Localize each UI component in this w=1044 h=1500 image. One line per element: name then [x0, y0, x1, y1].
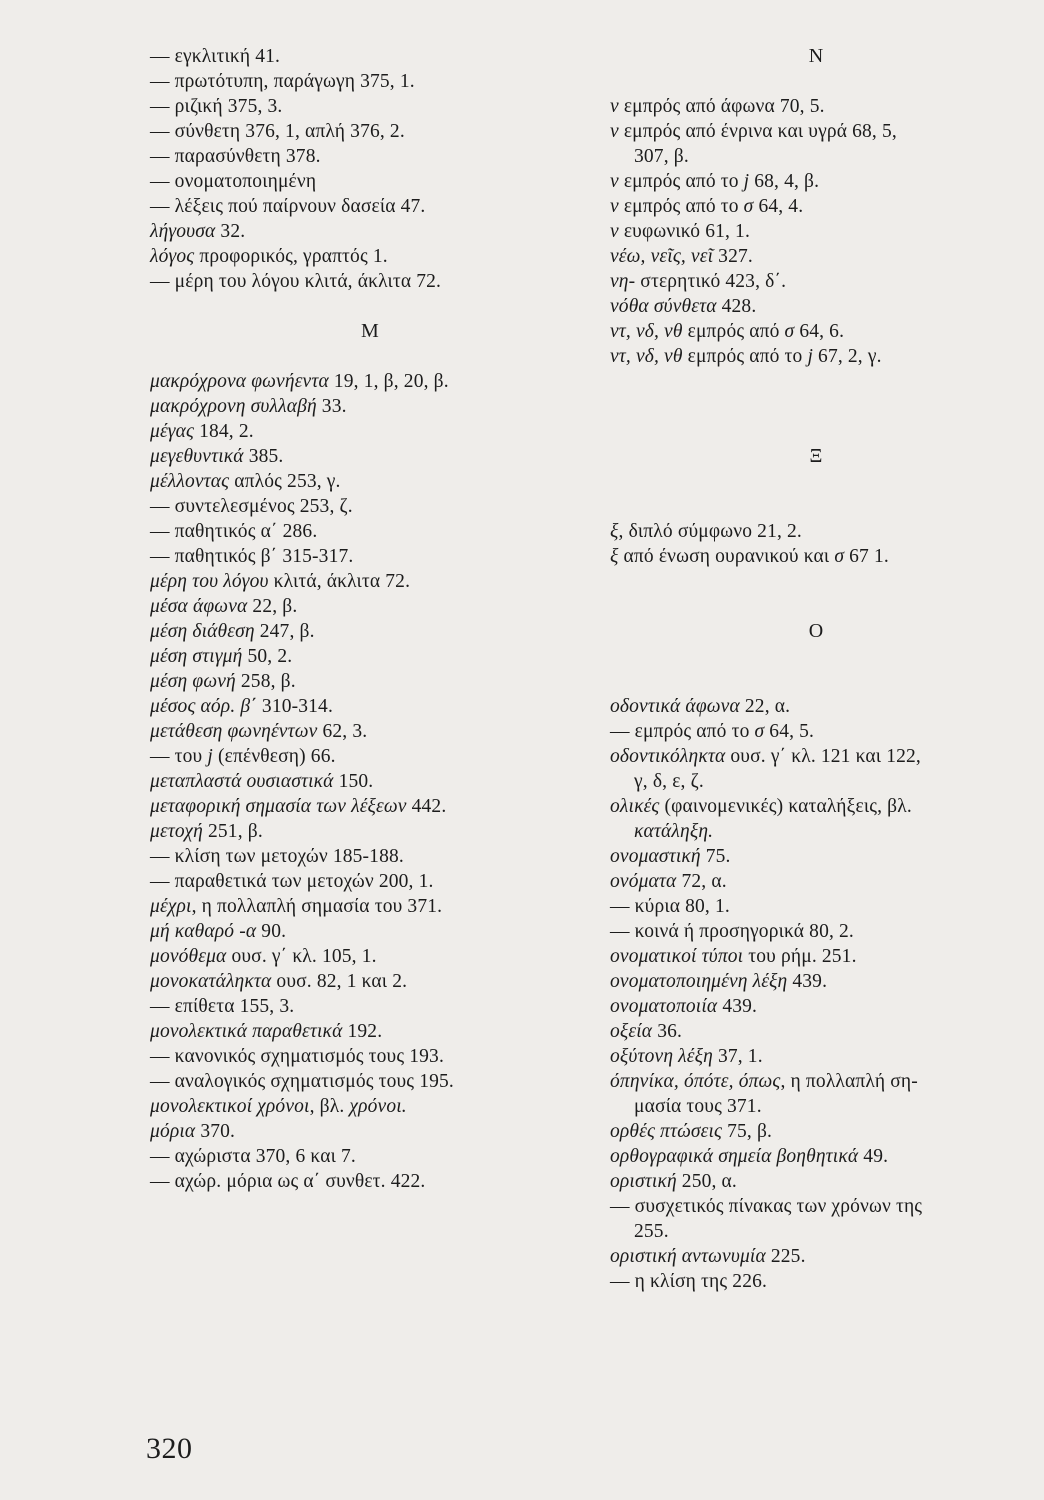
- entry-text: 428.: [716, 296, 757, 317]
- index-entry: [610, 194, 1022, 219]
- index-entry: [610, 744, 1022, 769]
- index-entry-continuation: [610, 1219, 1022, 1244]
- index-entry: [610, 1169, 1022, 1194]
- entry-term: σ: [754, 721, 765, 742]
- entry-text: εμπρός από: [682, 321, 785, 342]
- entry-text: 22, α.: [739, 696, 791, 717]
- index-entry: [150, 169, 590, 194]
- spacer: [610, 644, 1022, 669]
- entry-term: j: [743, 171, 750, 192]
- entry-text: από ένωση ουρανικού και: [618, 546, 835, 567]
- entry-text: 36.: [652, 1021, 683, 1042]
- index-entry: [610, 294, 1022, 319]
- entry-term: μονοκατάληκτα: [150, 971, 272, 992]
- entry-text: — παραθετικά των μετοχών 200, 1.: [150, 871, 434, 892]
- entry-term: λόγος: [150, 246, 195, 267]
- entry-term: μέσα άφωνα: [150, 596, 248, 617]
- index-entry: [150, 144, 590, 169]
- entry-text: εμπρός από το: [682, 346, 808, 367]
- index-entry: [610, 519, 1022, 544]
- entry-text: — αναλογικός σχηματισμός τους 195.: [150, 1071, 454, 1092]
- index-entry: [150, 894, 590, 919]
- entry-term: οδοντικά άφωνα: [610, 696, 740, 717]
- entry-text: 32.: [215, 221, 246, 242]
- index-entry: [150, 1044, 590, 1069]
- entry-text: — ονοματοποιημένη: [150, 171, 317, 192]
- index-entry: [610, 994, 1022, 1019]
- entry-term: ονοματοποιία: [610, 996, 718, 1017]
- entry-term: μονόθεμα: [150, 946, 227, 967]
- index-entry: [150, 419, 590, 444]
- entry-text: 250, α.: [676, 1171, 737, 1192]
- entry-text: 64, 4.: [753, 196, 804, 217]
- entry-term: j: [807, 346, 814, 367]
- index-entry: [150, 694, 590, 719]
- entry-text: Μ: [361, 320, 379, 342]
- entry-text: Ξ: [809, 445, 823, 467]
- entry-term: ντ, νδ, νθ: [610, 346, 683, 367]
- entry-text: — εμπρός από το: [610, 721, 755, 742]
- entry-text: — εγκλιτική 41.: [150, 46, 281, 67]
- index-entry: [150, 944, 590, 969]
- index-entry: [610, 919, 1022, 944]
- index-entry: [150, 644, 590, 669]
- entry-text: 150.: [333, 771, 374, 792]
- entry-term: μέγας: [150, 421, 195, 442]
- entry-text: μασία τους 371.: [634, 1096, 762, 1117]
- index-entry: [150, 744, 590, 769]
- entry-text: — συσχετικός πίνακας των χρόνων της: [610, 1196, 923, 1217]
- entry-text: 255.: [634, 1221, 669, 1242]
- entry-term: σ: [743, 196, 754, 217]
- entry-text: 50, 2.: [242, 646, 293, 667]
- index-entry: [610, 844, 1022, 869]
- entry-text: 33.: [316, 396, 347, 417]
- entry-term: μονολεκτικοί χρόνοι: [150, 1096, 310, 1117]
- entry-text: γ, δ, ε, ζ.: [634, 771, 704, 792]
- entry-text: 225.: [765, 1246, 806, 1267]
- index-entry: [610, 269, 1022, 294]
- entry-term: νέω, νεῖς, νεῖ: [610, 246, 714, 267]
- entry-text: — μέρη του λόγου κλιτά, άκλιτα 72.: [150, 271, 442, 292]
- entry-text: , διπλό σύμφωνο 21, 2.: [618, 521, 802, 542]
- entry-term: σ: [784, 321, 795, 342]
- entry-text: 439.: [717, 996, 758, 1017]
- entry-text: 307, β.: [634, 146, 689, 167]
- entry-text: 251, β.: [202, 821, 263, 842]
- index-entry: [610, 1019, 1022, 1044]
- entry-text: 184, 2.: [194, 421, 254, 442]
- entry-text: 64, 5.: [764, 721, 815, 742]
- spacer: [610, 369, 1022, 394]
- entry-text: — κανονικός σχηματισμός τους 193.: [150, 1046, 444, 1067]
- index-entry: [150, 444, 590, 469]
- index-entry: [610, 694, 1022, 719]
- entry-term: κατάληξη.: [634, 821, 714, 842]
- entry-term: ξ: [610, 546, 619, 567]
- index-entry: [150, 1019, 590, 1044]
- index-entry: [150, 194, 590, 219]
- entry-text: 310-314.: [256, 696, 333, 717]
- entry-term: μέλλοντας: [150, 471, 230, 492]
- entry-text: , η πολλαπλή σημασία του 371.: [191, 896, 443, 917]
- entry-term: ν: [610, 221, 619, 242]
- index-entry: [150, 219, 590, 244]
- letter-heading: [610, 444, 1022, 469]
- left-index-column: [150, 44, 590, 1194]
- spacer: [150, 294, 590, 319]
- entry-text: εμπρός από το: [618, 171, 744, 192]
- index-entry: [150, 1119, 590, 1144]
- entry-text: — σύνθετη 376, 1, απλή 376, 2.: [150, 121, 405, 142]
- spacer: [610, 494, 1022, 519]
- entry-term: μέχρι: [150, 896, 192, 917]
- entry-text: 37, 1.: [712, 1046, 763, 1067]
- index-entry: [150, 94, 590, 119]
- entry-text: 258, β.: [235, 671, 296, 692]
- index-entry: [150, 494, 590, 519]
- entry-term: μέσος αόρ. β΄: [150, 696, 257, 717]
- index-entry: [610, 1044, 1022, 1069]
- spacer: [610, 469, 1022, 494]
- index-entry: [150, 544, 590, 569]
- entry-term: μέρη του λόγου: [150, 571, 269, 592]
- entry-term: μέση φωνή: [150, 671, 236, 692]
- entry-term: μακρόχρονη συλλαβή: [150, 396, 317, 417]
- index-entry: [150, 769, 590, 794]
- entry-term: ονοματοποιημένη λέξη: [610, 971, 788, 992]
- index-entry: [150, 569, 590, 594]
- entry-term: όπηνίκα, όπότε, όπως: [610, 1071, 781, 1092]
- entry-text: 67 1.: [844, 546, 889, 567]
- spacer: [610, 69, 1022, 94]
- index-entry: [610, 719, 1022, 744]
- index-entry: [610, 1194, 1022, 1219]
- entry-term: νόθα σύνθετα: [610, 296, 717, 317]
- entry-text: — επίθετα 155, 3.: [150, 996, 295, 1017]
- entry-text: 22, β.: [247, 596, 298, 617]
- entry-term: οδοντικόληκτα: [610, 746, 726, 767]
- index-entry-continuation: [610, 144, 1022, 169]
- index-entry: [150, 394, 590, 419]
- entry-text: Ν: [808, 45, 824, 67]
- index-entry: [150, 1169, 590, 1194]
- index-entry: [610, 1144, 1022, 1169]
- entry-text: ουσ. 82, 1 και 2.: [271, 971, 408, 992]
- entry-term: μεταφορική σημασία των λέξεων: [150, 796, 407, 817]
- index-entry: [610, 319, 1022, 344]
- entry-text: εμπρός από το: [618, 196, 744, 217]
- index-entry: [150, 519, 590, 544]
- entry-term: μέση στιγμή: [150, 646, 243, 667]
- index-entry: [610, 344, 1022, 369]
- entry-text: , βλ.: [309, 1096, 350, 1117]
- index-entry: [150, 1069, 590, 1094]
- index-entry: [150, 244, 590, 269]
- index-entry: [150, 269, 590, 294]
- entry-term: ξ: [610, 521, 619, 542]
- entry-term: μακρόχρονα φωνήεντα: [150, 371, 329, 392]
- entry-text: (επένθεση) 66.: [212, 746, 336, 767]
- spacer: [610, 669, 1022, 694]
- entry-term: ν: [610, 96, 619, 117]
- entry-text: 64, 6.: [794, 321, 845, 342]
- index-entry: [150, 594, 590, 619]
- entry-term: ορθογραφικά σημεία βοηθητικά: [610, 1146, 859, 1167]
- entry-text: 68, 4, β.: [749, 171, 820, 192]
- entry-text: 75.: [700, 846, 731, 867]
- entry-term: ονόματα: [610, 871, 677, 892]
- index-entry: [150, 69, 590, 94]
- entry-term: οξύτονη λέξη: [610, 1046, 713, 1067]
- entry-text: στερητικό 423, δ΄.: [635, 271, 787, 292]
- entry-term: ονοματικοί τύποι: [610, 946, 744, 967]
- entry-term: μεγεθυντικά: [150, 446, 244, 467]
- entry-term: μόρια: [150, 1121, 196, 1142]
- entry-text: 192.: [342, 1021, 383, 1042]
- entry-text: (φαινομενικές) καταλήξεις, βλ.: [659, 796, 912, 817]
- entry-text: — κλίση των μετοχών 185-188.: [150, 846, 404, 867]
- entry-text: , η πολλαπλή ση-: [780, 1071, 918, 1092]
- index-entry: [150, 119, 590, 144]
- entry-text: — κύρια 80, 1.: [610, 896, 730, 917]
- entry-text: ουσ. γ΄ κλ. 105, 1.: [226, 946, 377, 967]
- entry-text: — παθητικός α΄ 286.: [150, 521, 318, 542]
- entry-term: χρόνοι.: [349, 1096, 407, 1117]
- entry-text: — αχώρ. μόρια ως α΄ συνθετ. 422.: [150, 1171, 426, 1192]
- entry-term: λήγουσα: [150, 221, 216, 242]
- entry-term: ολικές: [610, 796, 660, 817]
- entry-term: νη-: [610, 271, 636, 292]
- entry-text: — κοινά ή προσηγορικά 80, 2.: [610, 921, 854, 942]
- index-entry: [150, 819, 590, 844]
- spacer: [610, 594, 1022, 619]
- entry-term: ν: [610, 196, 619, 217]
- index-entry: [610, 1119, 1022, 1144]
- entry-term: οξεία: [610, 1021, 653, 1042]
- index-entry: [150, 919, 590, 944]
- entry-text: 75, β.: [722, 1121, 773, 1142]
- entry-text: 72, α.: [676, 871, 727, 892]
- index-entry: [150, 994, 590, 1019]
- letter-heading: [610, 44, 1022, 69]
- entry-text: — του: [150, 746, 208, 767]
- index-entry: [150, 619, 590, 644]
- entry-text: κλιτά, άκλιτα 72.: [268, 571, 411, 592]
- entry-term: μετοχή: [150, 821, 203, 842]
- entry-term: σ: [834, 546, 845, 567]
- index-entry: [150, 1094, 590, 1119]
- spacer: [150, 344, 590, 369]
- entry-text: 62, 3.: [317, 721, 368, 742]
- spacer: [610, 419, 1022, 444]
- index-entry: [610, 1069, 1022, 1094]
- entry-text: 67, 2, γ.: [813, 346, 882, 367]
- index-entry: [150, 669, 590, 694]
- entry-term: μονολεκτικά παραθετικά: [150, 1021, 343, 1042]
- entry-text: 49.: [858, 1146, 889, 1167]
- entry-term: ν: [610, 171, 619, 192]
- entry-term: οριστική αντωνυμία: [610, 1246, 766, 1267]
- entry-text: — συντελεσμένος 253, ζ.: [150, 496, 353, 517]
- entry-text: ουσ. γ΄ κλ. 121 και 122,: [725, 746, 921, 767]
- entry-text: — παθητικός β΄ 315-317.: [150, 546, 354, 567]
- index-entry: [150, 969, 590, 994]
- entry-text: 370.: [195, 1121, 236, 1142]
- entry-term: ορθές πτώσεις: [610, 1121, 723, 1142]
- entry-text: 439.: [787, 971, 828, 992]
- entry-term: j: [207, 746, 213, 767]
- entry-term: μέση διάθεση: [150, 621, 255, 642]
- entry-text: — λέξεις πού παίρνουν δασεία 47.: [150, 196, 426, 217]
- index-entry: [150, 44, 590, 69]
- index-entry: [610, 94, 1022, 119]
- index-entry: [610, 169, 1022, 194]
- right-index-column: [610, 44, 1022, 1294]
- entry-term: ονομαστική: [610, 846, 701, 867]
- entry-text: — αχώριστα 370, 6 και 7.: [150, 1146, 356, 1167]
- letter-heading: [150, 319, 590, 344]
- entry-text: ευφωνικό 61, 1.: [618, 221, 750, 242]
- spacer: [610, 569, 1022, 594]
- index-entry: [150, 369, 590, 394]
- entry-term: μή καθαρό -α: [150, 921, 257, 942]
- entry-text: του ρήμ. 251.: [743, 946, 857, 967]
- entry-term: μεταπλαστά ουσιαστικά: [150, 771, 334, 792]
- index-entry: [150, 469, 590, 494]
- index-entry: [150, 869, 590, 894]
- entry-term: οριστική: [610, 1171, 677, 1192]
- entry-text: — ριζική 375, 3.: [150, 96, 283, 117]
- entry-term: ντ, νδ, νθ: [610, 321, 683, 342]
- index-entry: [610, 219, 1022, 244]
- page-number: 320: [146, 1432, 193, 1465]
- index-entry: [610, 869, 1022, 894]
- index-entry: [610, 119, 1022, 144]
- entry-term: μετάθεση φωνηέντων: [150, 721, 318, 742]
- entry-text: απλός 253, γ.: [229, 471, 341, 492]
- index-entry: [610, 1244, 1022, 1269]
- index-entry: [610, 1269, 1022, 1294]
- entry-text: 385.: [243, 446, 284, 467]
- entry-text: εμπρός από ένρινα και υγρά 68, 5,: [618, 121, 897, 142]
- index-entry: [150, 844, 590, 869]
- index-entry: [150, 1144, 590, 1169]
- index-entry: [610, 944, 1022, 969]
- entry-text: 19, 1, β, 20, β.: [328, 371, 449, 392]
- entry-text: 327.: [713, 246, 753, 267]
- entry-text: 90.: [256, 921, 287, 942]
- index-entry: [610, 894, 1022, 919]
- entry-text: προφορικός, γραπτός 1.: [194, 246, 388, 267]
- letter-heading: [610, 619, 1022, 644]
- index-entry: [610, 794, 1022, 819]
- index-entry-continuation: [610, 819, 1022, 844]
- index-entry-continuation: [610, 1094, 1022, 1119]
- index-entry-continuation: [610, 769, 1022, 794]
- index-entry: [610, 544, 1022, 569]
- index-entry: [610, 969, 1022, 994]
- entry-text: — πρωτότυπη, παράγωγη 375, 1.: [150, 71, 415, 92]
- spacer: [610, 394, 1022, 419]
- index-entry: [150, 719, 590, 744]
- entry-text: Ο: [808, 620, 824, 642]
- index-entry: [150, 794, 590, 819]
- entry-text: — παρασύνθετη 378.: [150, 146, 321, 167]
- entry-text: 442.: [406, 796, 447, 817]
- index-entry: [610, 244, 1022, 269]
- entry-text: 247, β.: [254, 621, 315, 642]
- entry-text: εμπρός από άφωνα 70, 5.: [618, 96, 825, 117]
- entry-text: — η κλίση της 226.: [610, 1271, 768, 1292]
- entry-term: ν: [610, 121, 619, 142]
